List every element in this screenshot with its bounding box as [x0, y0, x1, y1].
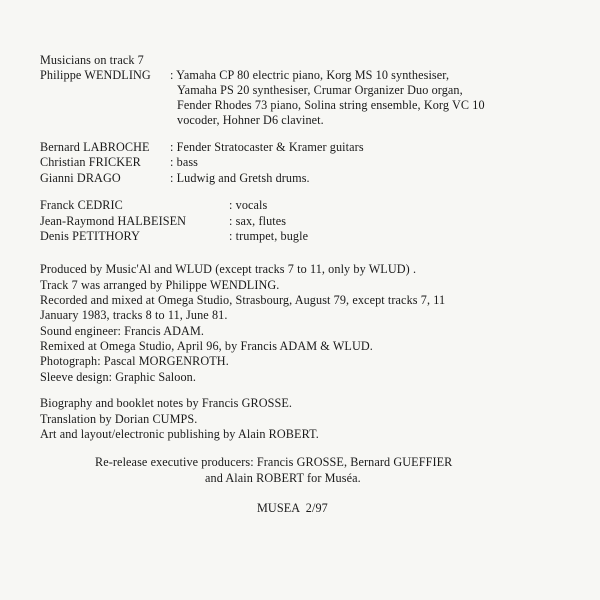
musician-role: : bass: [170, 155, 199, 169]
musicians-heading: Musicians on track 7: [40, 53, 144, 67]
musician-name: Bernard LABROCHE: [40, 140, 150, 154]
rerelease-line: and Alain ROBERT for Muséa.: [205, 471, 361, 485]
notes-line: Biography and booklet notes by Francis GROSSE.: [40, 396, 293, 410]
musician-name: Denis PETITHORY: [40, 229, 141, 243]
musician-role-line: Fender Rhodes 73 piano, Solina string ensemble, Korg VC 10: [177, 98, 485, 112]
musician-name: Franck CEDRIC: [40, 198, 123, 212]
musician-role-line: : Yamaha CP 80 electric piano, Korg MS 10 synthesiser,: [170, 68, 450, 82]
production-line: Sleeve design: Graphic Saloon.: [40, 370, 196, 384]
musician-role: : sax, flutes: [229, 214, 287, 228]
musician-name: Philippe WENDLING: [40, 68, 151, 82]
musician-role: : vocals: [229, 198, 268, 212]
musician-name: Jean-Raymond HALBEISEN: [40, 214, 187, 228]
production-line: Remixed at Omega Studio, April 96, by Francis ADAM & WLUD.: [40, 339, 373, 353]
catalog-number: MUSEA 2/97: [257, 501, 328, 515]
musician-role-line: vocoder, Hohner D6 clavinet.: [177, 113, 324, 127]
notes-line: Translation by Dorian CUMPS.: [40, 412, 198, 426]
production-line: Track 7 was arranged by Philippe WENDLING.: [40, 278, 280, 292]
production-line: Sound engineer: Francis ADAM.: [40, 324, 205, 338]
musician-role: : Ludwig and Gretsh drums.: [170, 171, 310, 185]
musician-role: : Fender Stratocaster & Kramer guitars: [170, 140, 364, 154]
production-line: Photograph: Pascal MORGENROTH.: [40, 354, 229, 368]
rerelease-line: Re-release executive producers: Francis GROSSE, Bernard GUEFFIER: [95, 455, 453, 469]
production-line: Recorded and mixed at Omega Studio, Strasbourg, August 79, except tracks 7, 11: [40, 293, 446, 307]
musician-role: : trumpet, bugle: [229, 229, 309, 243]
musician-role-line: Yamaha PS 20 synthesiser, Crumar Organizer Duo organ,: [177, 83, 463, 97]
production-line: January 1983, tracks 8 to 11, June 81.: [40, 308, 228, 322]
musician-name: Christian FRICKER: [40, 155, 141, 169]
production-line: Produced by Music'Al and WLUD (except tracks 7 to 11, only by WLUD) .: [40, 262, 417, 276]
notes-line: Art and layout/electronic publishing by Alain ROBERT.: [40, 427, 319, 441]
musician-name: Gianni DRAGO: [40, 171, 121, 185]
